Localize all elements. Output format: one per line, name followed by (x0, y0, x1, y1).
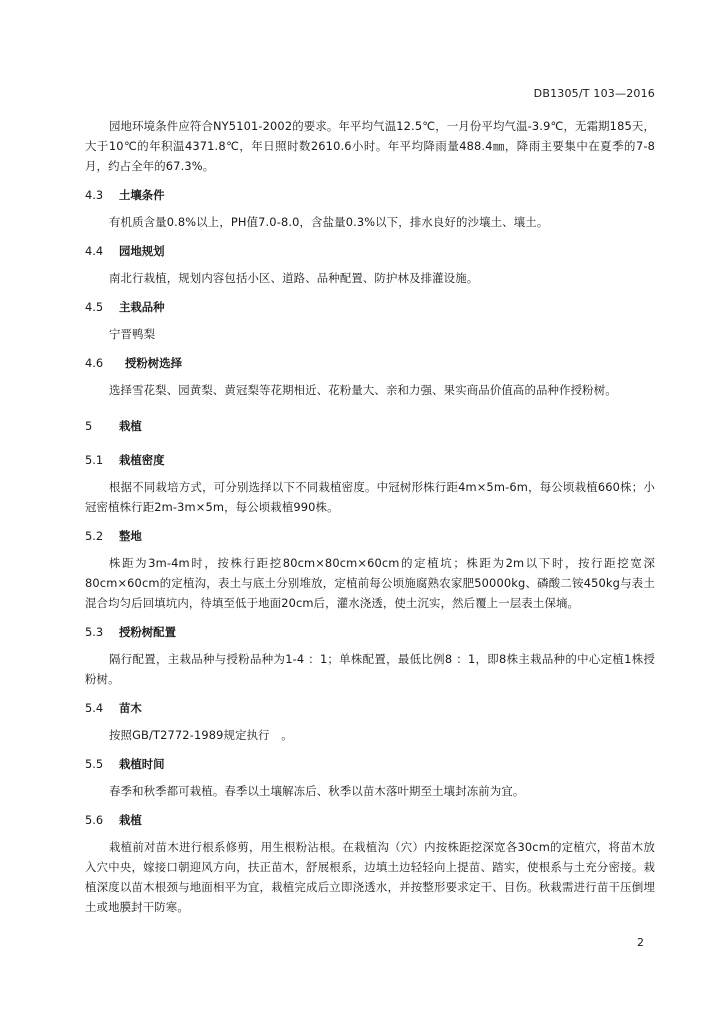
section-number: 4.4 (85, 244, 104, 258)
section-body-4-6: 选择雪花梨、园黄梨、黄冠梨等花期相近、花粉量大、亲和力强、果实商品价值高的品种作授粉树。 (109, 383, 617, 397)
section-number: 5.3 (85, 625, 104, 639)
section-number: 5 (85, 419, 93, 433)
section-number: 5.4 (85, 701, 104, 715)
section-number: 5.1 (85, 453, 104, 467)
section-number: 5.5 (85, 757, 104, 771)
section-body-5-4: 按照GB/T2772-1989规定执行 。 (109, 728, 293, 742)
section-heading-5-4 (85, 700, 655, 716)
section-title: 栽植 (119, 419, 142, 433)
section-heading-4-4 (85, 243, 655, 259)
section-heading-5-3 (85, 624, 655, 640)
section-body-5-5: 春季和秋季都可栽植。春季以土壤解冻后、秋季以苗木落叶期至土壤封冻前为宜。 (109, 784, 525, 798)
section-body-5-1: 根据不同栽培方式，可分别选择以下不同栽植密度。中冠树形株行距4m×5m-6m，每公顷栽植660株；小冠密植株行距2m-3m×5m，每公顷栽植990株。 (85, 480, 655, 514)
section-heading-4-5 (85, 299, 655, 315)
section-title: 整地 (119, 529, 142, 543)
section-title: 授粉树选择 (125, 356, 182, 370)
section-body-4-3: 有机质含量0.8%以上，PH值7.0-8.0，含盐量0.3%以下，排水良好的沙壤土、壤土。 (109, 215, 549, 229)
section-number: 4.5 (85, 300, 104, 314)
section-heading-5-5 (85, 756, 655, 772)
standard-code: DB1305/T 103—2016 (533, 87, 655, 100)
section-heading-4-6 (85, 355, 655, 371)
section-heading-5-1 (85, 452, 655, 468)
section-title: 栽植时间 (119, 757, 165, 771)
section-title: 苗木 (119, 701, 142, 715)
intro-paragraph: 园地环境条件应符合NY5101-2002的要求。年平均气温12.5℃，一月份平均气温-3.9℃，无霜期185天，大于10℃的年积温4371.8℃，年日照时数2610.6小时。年平均降雨量488.4㎜，降雨主要集中在夏季的7-8月，约占全年的67.3%。 (85, 119, 655, 173)
section-number: 4.3 (85, 188, 104, 202)
section-title: 栽植密度 (119, 453, 165, 467)
section-heading-4-3 (85, 187, 655, 203)
section-title: 园地规划 (119, 244, 165, 258)
section-heading-5-2 (85, 528, 655, 544)
section-number: 4.6 (85, 356, 104, 370)
section-body-5-6: 栽植前对苗木进行根系修剪，用生根粉沾根。在栽植沟（穴）内按株距挖深宽各30cm的定植穴，将苗木放入穴中央，嫁接口朝迎风方向，扶正苗木，舒展根系，边填土边轻轻向上提苗、踏实，使根系与土充分密接。栽植深度以苗木根颈与地面相平为宜，栽植完成后立即浇透水，并按整形要求定干、目伤。秋栽需进行苗干压倒埋土或地膜封干防寒。 (85, 840, 655, 914)
section-number: 5.2 (85, 529, 104, 543)
section-body-5-2: 株距为3m-4m时，按株行距挖80cm×80cm×60cm的定植坑；株距为2m以下时，按行距挖宽深80cm×60cm的定植沟，表土与底土分别堆放，定植前每公顷施腐熟农家肥50000kg、磷酸二铵450kg与表土混合均匀后回填坑内，待填至低于地面20cm后，灌水浇透，使土沉实，然后覆上一层表土保墒。 (85, 556, 655, 610)
section-title: 授粉树配置 (119, 625, 176, 639)
section-body-5-3: 隔行配置，主栽品种与授粉品种为1-4 ：1；单株配置，最低比例8 ：1，即8株主栽品种的中心定植1株授粉树。 (85, 652, 655, 686)
section-number: 5.6 (85, 813, 104, 827)
page-number: 2 (637, 936, 644, 949)
section-heading-5-6 (85, 812, 655, 828)
document-body (85, 116, 655, 917)
section-body-4-4: 南北行栽植，规划内容包括小区、道路、品种配置、防护林及排灌设施。 (109, 271, 479, 285)
section-title: 栽植 (119, 813, 142, 827)
section-body-4-5: 宁晋鸭梨 (109, 327, 156, 341)
section-title: 土壤条件 (119, 188, 165, 202)
section-title: 主栽品种 (119, 300, 165, 314)
section-heading-5 (85, 418, 655, 434)
